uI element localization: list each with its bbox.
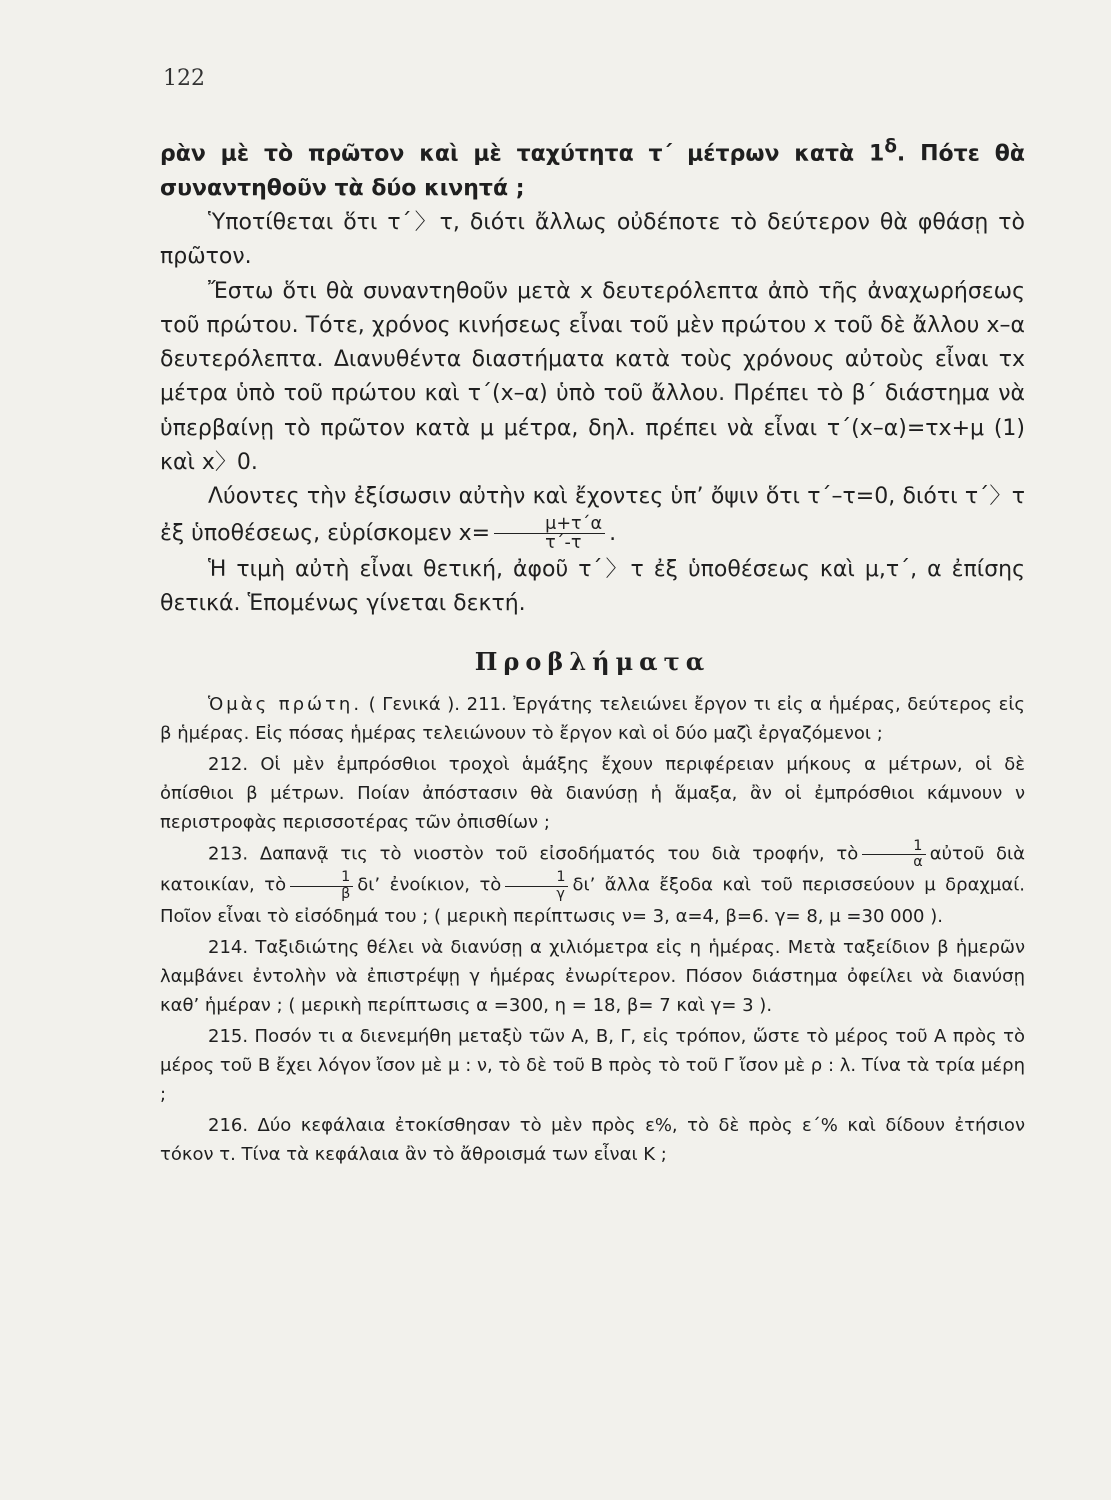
fraction-one-over-gamma [505, 870, 568, 901]
problem-statement-end: . Πότε θὰ συναντηθοῦν τὰ δύο κινητά ; [160, 141, 1025, 201]
group-label: Ὁμὰς πρώτη. [208, 694, 363, 716]
fraction-one-over-alpha [862, 839, 926, 870]
fraction-numerator: 1 [290, 870, 353, 886]
problems-list [160, 690, 1025, 1169]
fraction-denominator: γ [556, 885, 565, 902]
fraction-denominator: α [913, 854, 923, 871]
problem-216: 216. Δύο κεφάλαια ἐτοκίσθησαν τὸ μὲν πρὸς ε%, τὸ δὲ πρὸς ε΄% καὶ δίδουν ἐτήσιον τόκον τ. Τίνα τὰ κεφάλαια ἂν τὸ ἄθροισμά των εἶναι Κ ; [160, 1114, 1025, 1165]
fraction-solution [494, 515, 605, 553]
problem-213-text-a: 213. Δαπανᾷ τις τὸ νιοστὸν τοῦ εἰσοδήματός του διὰ τροφήν, τὸ [208, 843, 859, 865]
paragraph-problem-statement [160, 130, 1025, 206]
problem-212: 212. Οἱ μὲν ἐμπρόσθιοι τροχοὶ ἁμάξης ἔχουν περιφέρειαν μήκους α μέτρων, οἱ δὲ ὀπίσθιοι β μέτρων. Ποίαν ἀπόστασιν θὰ διανύσῃ ἡ ἅμαξα, ἂν οἱ ἐμπρόσθιοι κάμνουν ν περιστροφὰς περισσοτέρας τῶν ὀπισθίων ; [160, 754, 1025, 834]
paragraph-solution: Ἔστω ὅτι θὰ συναντηθοῦν μετὰ x δευτερόλεπτα ἀπὸ τῆς ἀναχωρήσεως τοῦ πρώτου. Τότε, χρόνος κινήσεως εἶναι τοῦ μὲν πρώτου x τοῦ δὲ ἄλλου x–α δευτερόλεπτα. Διανυθέντα διαστήματα κατὰ τοὺς χρόνους αὐτοὺς εἶναι τx μέτρα ὑπὸ τοῦ πρώτου καὶ τ΄(x–α) ὑπὸ τοῦ ἄλλου. Πρέπει τὸ β΄ διάστημα νὰ ὑπερβαίνῃ τὸ πρῶτον κατὰ μ μέτρα, δηλ. πρέπει νὰ εἶναι τ΄(x–α)=τx+μ (1) καὶ x〉0. [160, 278, 1025, 475]
equation-text: Λύοντες τὴν ἐξίσωσιν αὐτὴν καὶ ἔχοντες ὑπ’ ὄψιν ὅτι τ΄–τ=0, διότι τ΄〉τ ἐξ ὑποθέσεως, εὑρίσκομεν x= [160, 484, 1025, 546]
equation-end: . [609, 520, 617, 546]
problem-214: 214. Ταξιδιώτης θέλει νὰ διανύσῃ α χιλιόμετρα εἰς η ἡμέρας. Μετὰ ταξείδιον β ἡμερῶν λαμβάνει ἐντολὴν νὰ ἐπιστρέψῃ γ ἡμέρας ἐνωρίτερον. Πόσον διάστημα ὀφείλει νὰ διανύσῃ καθ’ ἡμέραν ; ( μερικὴ περίπτωσις α =300, η = 18, β= 7 καὶ γ= 3 ). [160, 936, 1025, 1016]
fraction-numerator: 1 [862, 839, 926, 855]
problem-213 [160, 839, 1025, 931]
page-number: 122 [163, 66, 205, 91]
fraction-numerator: 1 [505, 870, 568, 886]
paragraph-equation [160, 480, 1025, 552]
page-body [160, 130, 1025, 1169]
problem-213-text-b: αὐτοῦ διὰ κατοικίαν, τὸ [160, 843, 1025, 896]
superscript: δ [884, 136, 897, 157]
section-heading: Προβλήματα [474, 647, 711, 677]
problem-211 [160, 690, 1025, 748]
problem-213-text-c: δι’ ἐνοίκιον, τὸ [357, 875, 502, 896]
fraction-numerator: μ+τ΄α [494, 515, 605, 534]
problem-213-text-d: δι’ ἄλλα ἔξοδα καὶ τοῦ περισσεύουν μ δραχμαί. Ποῖον εἶναι τὸ εἰσόδημά του ; ( μερικὴ περίπτωσις ν= 3, α=4, β=6. γ= 8, μ =30 000 ). [160, 875, 1026, 927]
fraction-denominator: β [341, 885, 351, 902]
fraction-one-over-beta [290, 870, 353, 901]
problem-statement-text: ρὰν μὲ τὸ πρῶτον καὶ μὲ ταχύτητα τ΄ μέτρων κατὰ 1 [160, 141, 885, 167]
fraction-denominator: τ΄-τ [545, 533, 582, 554]
problem-215: 215. Ποσόν τι α διενεμήθη μεταξὺ τῶν Α, Β, Γ, εἰς τρόπον, ὥστε τὸ μέρος τοῦ Α πρὸς τὸ μέρος τοῦ Β ἔχει λόγον ἴσον μὲ μ : ν, τὸ δὲ τοῦ Β πρὸς τὸ τοῦ Γ ἴσον μὲ ρ : λ. Τίνα τὰ τρία μέρη ; [160, 1025, 1025, 1105]
paragraph-assumption: Ὑποτίθεται ὅτι τ΄〉τ, διότι ἄλλως οὐδέποτε τὸ δεύτερον θὰ φθάσῃ τὸ πρῶτον. [160, 209, 1025, 270]
problem-211-text: ( Γενικά ). 211. Ἐργάτης τελειώνει ἔργον τι εἰς α ἡμέρας, δεύτερος εἰς β ἡμέρας. Εἰς πόσας ἡμέρας τελειώνουν τὸ ἔργον καὶ οἱ δύο μαζὶ ἐργαζόμενοι ; [160, 694, 1025, 745]
main-text [160, 130, 1025, 621]
paragraph-conclusion: Ἡ τιμὴ αὐτὴ εἶναι θετική, ἀφοῦ τ΄〉τ ἐξ ὑποθέσεως καὶ μ,τ΄, α ἐπίσης θετικά. Ἑπομένως γίνεται δεκτή. [160, 556, 1025, 616]
